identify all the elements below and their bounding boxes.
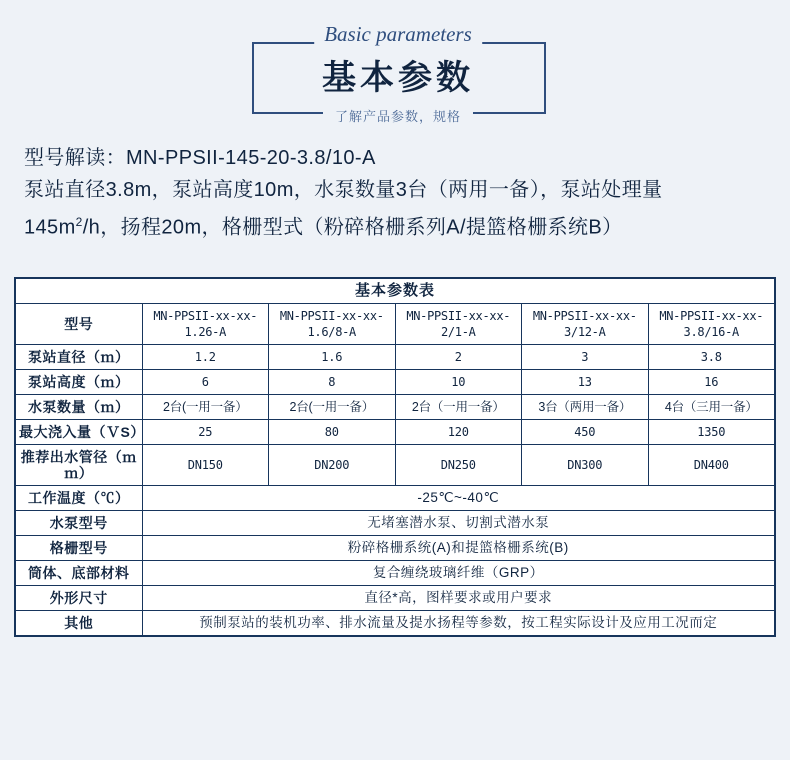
table-row [16, 511, 775, 536]
row-label: 水泵型号 [16, 511, 143, 536]
table-row [16, 345, 775, 370]
parameters-table-container [14, 277, 776, 637]
table-cell: -25℃~-40℃ [142, 486, 775, 511]
table-cell: 1.2 [142, 345, 269, 370]
table-cell: 6 [142, 370, 269, 395]
description-line-1: 型号解读：MN-PPSII-145-20-3.8/10-A [24, 147, 376, 169]
parameters-table [15, 278, 775, 636]
row-label: 工作温度（℃） [16, 486, 143, 511]
table-row [16, 420, 775, 445]
table-cell: 预制泵站的装机功率、排水流量及提水扬程等参数，按工程实际设计及应用工况而定 [142, 611, 775, 636]
table-cell: 1.6 [269, 345, 396, 370]
row-label: 其他 [16, 611, 143, 636]
table-cell: 1350 [648, 420, 775, 445]
table-cell: MN-PPSII-xx-xx-1.6/8-A [269, 304, 396, 345]
row-label: 型号 [16, 304, 143, 345]
table-title: 基本参数表 [16, 279, 775, 304]
table-cell: 2台（一用一备） [395, 395, 522, 420]
table-cell: 2台(一用一备） [269, 395, 396, 420]
table-cell: 8 [269, 370, 396, 395]
table-cell: 80 [269, 420, 396, 445]
table-row [16, 586, 775, 611]
row-label: 泵站高度（ｍ） [16, 370, 143, 395]
parameters-table-body [16, 279, 775, 636]
table-cell: DN150 [142, 445, 269, 486]
table-row [16, 370, 775, 395]
table-cell: DN400 [648, 445, 775, 486]
row-label: 外形尺寸 [16, 586, 143, 611]
table-cell: 3台（两用一备） [522, 395, 649, 420]
banner-inner [238, 22, 558, 128]
table-cell: 16 [648, 370, 775, 395]
description-line-2: 泵站直径3.8m，泵站高度10m，水泵数量3台（两用一备），泵站处理量 [24, 179, 663, 201]
row-label: 水泵数量（ｍ） [16, 395, 143, 420]
row-label: 推荐出水管径（ｍｍ） [16, 445, 143, 486]
table-cell: 120 [395, 420, 522, 445]
table-row [16, 486, 775, 511]
row-label: 筒体、底部材料 [16, 561, 143, 586]
table-cell: DN300 [522, 445, 649, 486]
table-row [16, 304, 775, 345]
description-superscript: 2 [75, 215, 83, 229]
table-cell: MN-PPSII-xx-xx-3/12-A [522, 304, 649, 345]
banner-subtitle: 了解产品参数，规格 [323, 106, 473, 125]
table-cell: MN-PPSII-xx-xx-1.26-A [142, 304, 269, 345]
table-cell: 25 [142, 420, 269, 445]
table-row [16, 536, 775, 561]
description-line-3 [24, 206, 770, 244]
row-label: 泵站直径（ｍ） [16, 345, 143, 370]
description-line-3-b: /h，扬程20m，格栅型式（粉碎格栅系列A/提篮格栅系统B） [82, 216, 623, 239]
table-title-row [16, 279, 775, 304]
table-cell: 10 [395, 370, 522, 395]
table-cell: 13 [522, 370, 649, 395]
table-cell: 2 [395, 345, 522, 370]
description-line-3-a: 145m [24, 216, 76, 239]
table-cell: DN250 [395, 445, 522, 486]
table-cell: 3 [522, 345, 649, 370]
page-banner [0, 0, 790, 148]
table-cell: 复合缠绕玻璃纤维（GRP） [142, 561, 775, 586]
model-description [24, 142, 770, 244]
table-row [16, 561, 775, 586]
row-label: 最大浇入量（ＶS） [16, 420, 143, 445]
table-cell: 2台(一用一备） [142, 395, 269, 420]
page-title: 基本参数 [322, 59, 474, 97]
table-cell: 粉碎格栅系统(A)和提篮格栅系统(B) [142, 536, 775, 561]
table-row [16, 611, 775, 636]
row-label: 格栅型号 [16, 536, 143, 561]
banner-english-title: Basic parameters [314, 22, 482, 47]
table-row [16, 395, 775, 420]
table-cell: MN-PPSII-xx-xx-3.8/16-A [648, 304, 775, 345]
table-cell: 无堵塞潜水泵、切割式潜水泵 [142, 511, 775, 536]
table-row [16, 445, 775, 486]
table-cell: 4台（三用一备） [648, 395, 775, 420]
page-footer-space [0, 700, 790, 760]
table-cell: 450 [522, 420, 649, 445]
table-cell: 3.8 [648, 345, 775, 370]
table-cell: MN-PPSII-xx-xx-2/1-A [395, 304, 522, 345]
table-cell: DN200 [269, 445, 396, 486]
table-cell: 直径*高，图样要求或用户要求 [142, 586, 775, 611]
